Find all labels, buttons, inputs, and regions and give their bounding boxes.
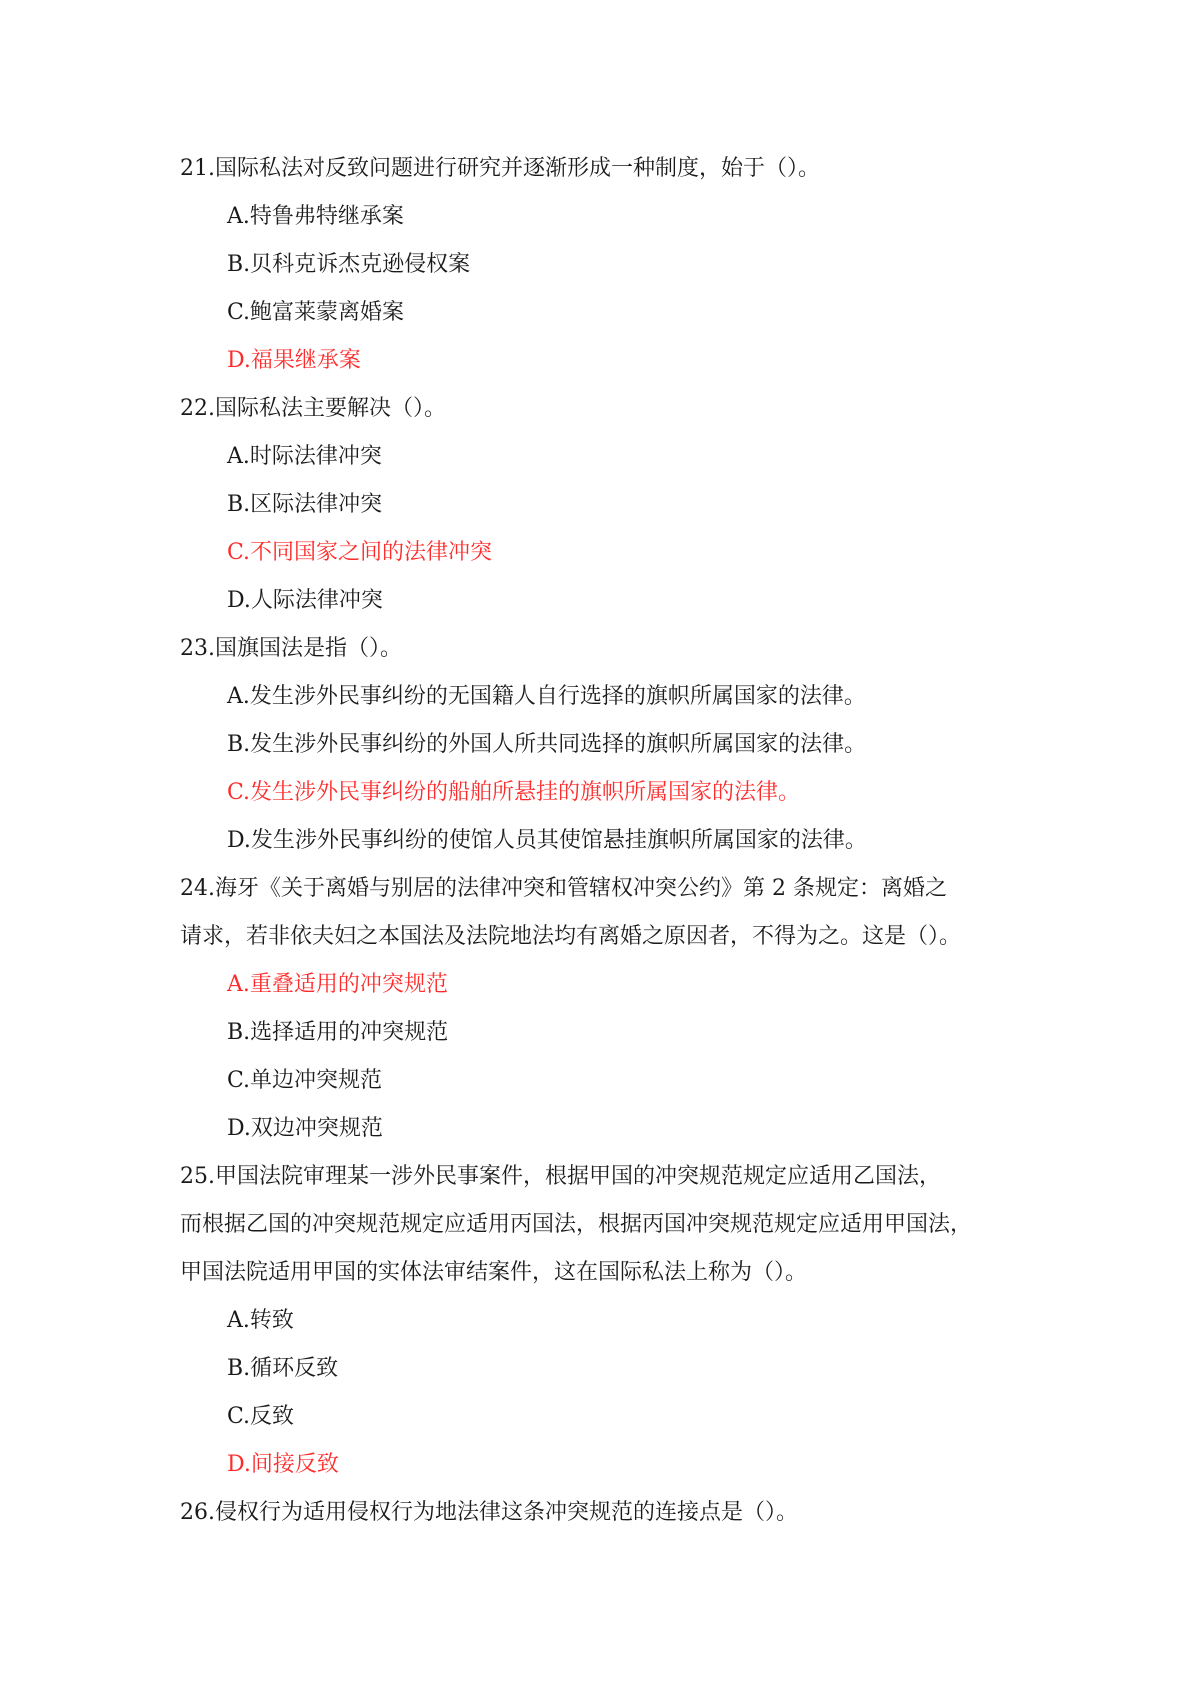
question-stem bbox=[180, 625, 1040, 673]
question-stem bbox=[180, 1489, 1040, 1537]
question-stem bbox=[180, 1153, 1040, 1297]
question-stem-line: 26.侵权行为适用侵权行为地法律这条冲突规范的连接点是（）。 bbox=[180, 1500, 798, 1525]
question-stem-line: 甲国法院适用甲国的实体法审结案件，这在国际私法上称为（）。 bbox=[180, 1260, 808, 1285]
question-stem-line: 25.甲国法院审理某一涉外民事案件，根据甲国的冲突规范规定应适用乙国法， bbox=[180, 1164, 941, 1189]
answer-option: D.双边冲突规范 bbox=[227, 1116, 383, 1141]
answer-option: A.发生涉外民事纠纷的无国籍人自行选择的旗帜所属国家的法律。 bbox=[227, 684, 866, 709]
question-stem-line: 22.国际私法主要解决（）。 bbox=[180, 396, 446, 421]
answer-option: A.转致 bbox=[227, 1308, 294, 1333]
answer-option-correct: A.重叠适用的冲突规范 bbox=[227, 972, 448, 997]
answer-option-correct: C.发生涉外民事纠纷的船舶所悬挂的旗帜所属国家的法律。 bbox=[227, 780, 801, 805]
answer-option: A.时际法律冲突 bbox=[227, 444, 382, 469]
question-stem bbox=[180, 385, 1040, 433]
question-stem-line: 21.国际私法对反致问题进行研究并逐渐形成一种制度，始于（）。 bbox=[180, 156, 820, 181]
question-stem-line: 23.国旗国法是指（）。 bbox=[180, 636, 402, 661]
answer-option: B.循环反致 bbox=[227, 1356, 339, 1381]
answer-option: B.发生涉外民事纠纷的外国人所共同选择的旗帜所属国家的法律。 bbox=[227, 732, 867, 757]
question-stem bbox=[180, 865, 1040, 961]
question-stem-line: 24.海牙《关于离婚与别居的法律冲突和管辖权冲突公约》第 2 条规定：离婚之 bbox=[180, 876, 947, 901]
answer-option: D.发生涉外民事纠纷的使馆人员其使馆悬挂旗帜所属国家的法律。 bbox=[227, 828, 867, 853]
question-stem-line: 请求，若非依夫妇之本国法及法院地法均有离婚之原因者，不得为之。这是（）。 bbox=[180, 924, 962, 949]
answer-option: C.反致 bbox=[227, 1404, 295, 1429]
question-stem-line: 而根据乙国的冲突规范规定应适用丙国法，根据丙国冲突规范规定应适用甲国法， bbox=[180, 1212, 973, 1237]
answer-option: A.特鲁弗特继承案 bbox=[227, 204, 404, 229]
answer-option-correct: C.不同国家之间的法律冲突 bbox=[227, 540, 493, 565]
answer-option: B.选择适用的冲突规范 bbox=[227, 1020, 449, 1045]
answer-option-correct: D.福果继承案 bbox=[227, 348, 361, 373]
question-list bbox=[180, 145, 1040, 1537]
question-stem bbox=[180, 145, 1040, 193]
answer-option: D.人际法律冲突 bbox=[227, 588, 383, 613]
answer-option-correct: D.间接反致 bbox=[227, 1452, 339, 1477]
answer-option: B.区际法律冲突 bbox=[227, 492, 383, 517]
answer-option: B.贝科克诉杰克逊侵权案 bbox=[227, 252, 471, 277]
answer-option: C.单边冲突规范 bbox=[227, 1068, 383, 1093]
answer-option: C.鲍富莱蒙离婚案 bbox=[227, 300, 405, 325]
